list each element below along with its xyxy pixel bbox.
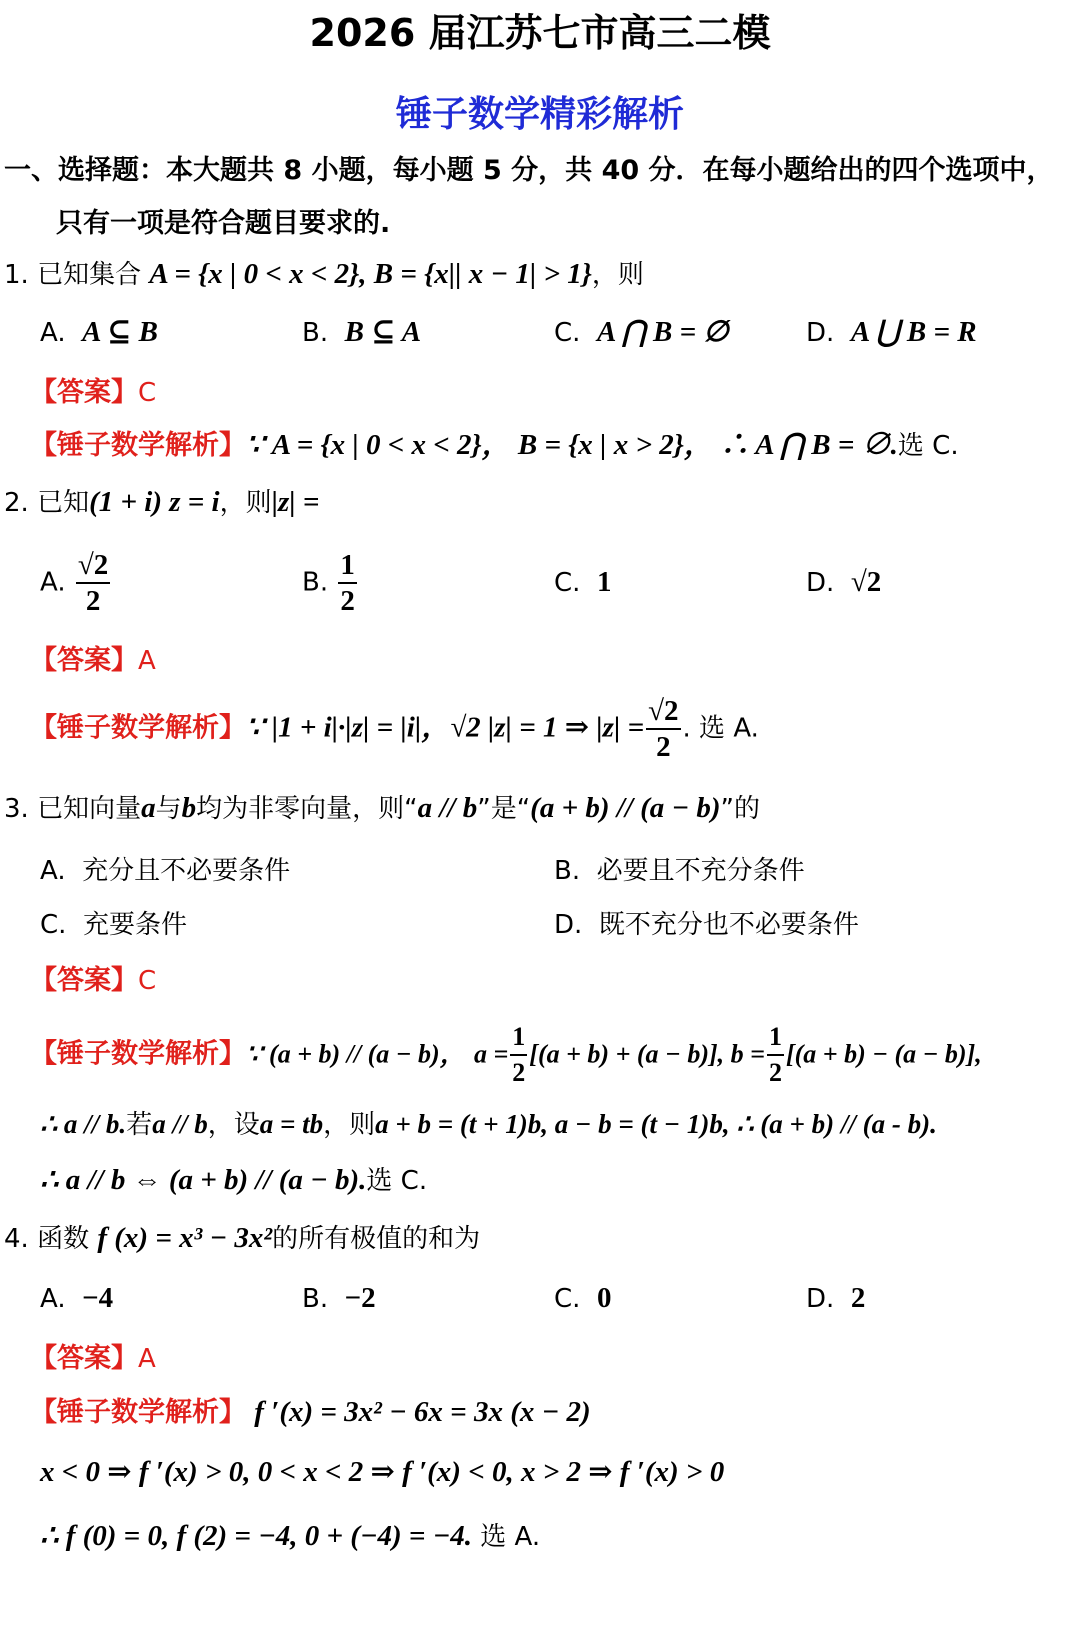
stem-text: 与 (155, 794, 182, 824)
question-1-stem (4, 254, 644, 291)
q3-analysis-line3 (40, 1160, 427, 1197)
option-text: 充要条件 (82, 910, 187, 940)
q4-option-b[interactable] (302, 1282, 376, 1315)
numerator: 1 (338, 548, 357, 584)
option-letter: C. (554, 568, 581, 598)
q3-option-d[interactable] (554, 904, 859, 941)
option-math: A ⋂ B = ∅ (596, 316, 729, 348)
analysis-end: . 选 A. (682, 713, 759, 744)
q1-option-b[interactable] (302, 314, 421, 349)
condition-1: a // b (417, 792, 478, 824)
stem-math: (1 + i) z = i (89, 486, 220, 518)
option-text: 充分且不必要条件 (82, 856, 291, 886)
question-number: 2. (4, 488, 29, 518)
section-heading-line1: 一、选择题：本大题共 8 小题，每小题 5 分，共 40 分．在每小题给出的四个选项中， (4, 155, 1054, 186)
option-letter: B. (302, 567, 329, 598)
question-4-stem (4, 1218, 480, 1255)
analysis-math: f ′(x) = 3x² − 6x = 3x (x − 2) (254, 1396, 591, 1428)
q2-option-d[interactable] (806, 566, 881, 599)
vector-b: b (181, 792, 197, 824)
analysis-tag: 【锤子数学解析】 (30, 430, 246, 461)
numerator: 1 (510, 1020, 527, 1056)
fraction (767, 1020, 784, 1090)
stem-text: ”的 (720, 794, 760, 824)
option-letter: D. (806, 568, 835, 598)
option-text: 既不充分也不必要条件 (598, 910, 859, 940)
analysis-end: 选 C. (897, 431, 959, 461)
option-letter: B. (302, 318, 329, 348)
option-math: A ⊆ B (82, 316, 159, 348)
analysis-tag: 【锤子数学解析】 (30, 1397, 246, 1428)
answer-tag: 【答案】 (30, 377, 138, 408)
q2-analysis (30, 694, 759, 764)
numerator: √2 (76, 548, 110, 584)
question-3-stem (4, 788, 760, 825)
option-letter: D. (806, 1284, 835, 1314)
analysis-tag: 【锤子数学解析】 (30, 1038, 246, 1070)
option-letter: C. (554, 1284, 581, 1314)
q3-option-a[interactable] (40, 850, 290, 887)
stem-math: f (x) = x³ − 3x² (97, 1222, 273, 1254)
option-letter: C. (40, 910, 67, 940)
stem-end: ，则 (591, 260, 644, 290)
option-letter: C. (554, 318, 581, 348)
answer-value: A (138, 1344, 156, 1374)
q2-option-b[interactable] (302, 548, 359, 618)
option-math: 2 (850, 1282, 866, 1314)
denominator: 2 (512, 1058, 526, 1087)
analysis-tag: 【锤子数学解析】 (30, 712, 246, 744)
q2-answer (30, 638, 156, 677)
analysis-math: ∴ f (0) = 0, f (2) = −4, 0 + (−4) = −4. (40, 1520, 473, 1552)
answer-tag: 【答案】 (30, 645, 138, 676)
q1-option-c[interactable] (554, 314, 729, 349)
page-title: 2026 届江苏七市高三二模 (309, 11, 771, 55)
fraction (646, 694, 680, 764)
stem-text: 函数 (37, 1224, 90, 1254)
option-letter: D. (806, 318, 835, 348)
q4-option-a[interactable] (40, 1282, 113, 1315)
condition-2: (a + b) // (a − b) (530, 792, 721, 824)
q4-answer (30, 1336, 156, 1375)
option-letter: A. (40, 856, 66, 886)
analysis-math: x < 0 ⇒ f ′(x) > 0, 0 < x < 2 ⇒ f ′(x) < 0, x > 2 ⇒ f ′(x) > 0 (40, 1456, 725, 1488)
question-number: 3. (4, 794, 29, 824)
analysis-math: a = tb (259, 1109, 324, 1139)
analysis-text: ，则 (323, 1110, 376, 1140)
option-math: B ⊆ A (344, 316, 422, 348)
question-number: 1. (4, 260, 29, 290)
option-math: −2 (344, 1282, 376, 1314)
analysis-math: a = (473, 1039, 509, 1069)
fraction (76, 548, 110, 618)
stem-text: 已知 (37, 488, 90, 518)
analysis-math-2: √2 |z| = 1 ⇒ |z| = (450, 711, 645, 744)
stem-math: A = {x | 0 < x < 2}, B = {x|| x − 1| > 1} (149, 258, 592, 290)
page-subtitle: 锤子数学精彩解析 (395, 94, 684, 135)
option-math: 1 (596, 566, 612, 598)
stem-text: 已知向量 (37, 794, 142, 824)
denominator: 2 (85, 585, 101, 617)
option-letter: A. (40, 567, 66, 598)
stem-end: ，则 (219, 488, 272, 518)
q2-option-a[interactable] (40, 548, 112, 618)
option-letter: D. (554, 910, 583, 940)
q1-option-d[interactable] (806, 314, 977, 349)
stem-text: 均为非零向量，则“ (196, 794, 418, 824)
analysis-math: [(a + b) − (a − b)], (785, 1039, 982, 1069)
q4-analysis-line3 (40, 1516, 540, 1553)
fraction (510, 1020, 527, 1090)
analysis-end: 选 A. (480, 1522, 541, 1552)
analysis-math: a + b = (t + 1)b, a − b = (t − 1)b, ∴ (a + b) // (a - b). (375, 1109, 937, 1139)
answer-value: C (138, 378, 157, 408)
denominator: 2 (656, 731, 671, 763)
analysis-math: ∵ (a + b) // (a − b)， (246, 1039, 466, 1069)
q4-analysis-line1 (30, 1390, 591, 1429)
analysis-math: a // b (152, 1109, 208, 1139)
analysis-math: ∵ A = {x | 0 < x < 2}， B = {x | x > 2}， ∴ A ⋂ B = ∅. (246, 429, 898, 461)
answer-tag: 【答案】 (30, 1343, 138, 1374)
analysis-math-1: ∵ |1 + i|·|z| = |i|， (246, 711, 451, 744)
option-math: √2 (850, 566, 882, 598)
option-letter: A. (40, 318, 66, 348)
analysis-text: 若 (126, 1110, 153, 1140)
option-letter: B. (554, 856, 581, 886)
option-math: A ⋃ B = R (850, 316, 977, 348)
vector-a: a (141, 792, 156, 824)
stem-text: 已知集合 (37, 260, 142, 290)
analysis-text: ，设 (207, 1110, 260, 1140)
analysis-math: [(a + b) + (a − b)], b = (529, 1039, 765, 1069)
analysis-end: 选 C. (366, 1166, 428, 1196)
q1-answer (30, 370, 156, 409)
question-2-stem (4, 482, 319, 519)
q3-option-c[interactable] (40, 904, 187, 941)
q2-option-c[interactable] (554, 566, 611, 599)
q3-option-b[interactable] (554, 850, 805, 887)
option-math: 0 (596, 1282, 612, 1314)
question-number: 4. (4, 1224, 29, 1254)
q1-option-a[interactable] (40, 314, 158, 349)
stem-end: 的所有极值的和为 (272, 1224, 481, 1254)
q3-analysis-line1 (30, 1020, 982, 1090)
numerator: √2 (646, 694, 680, 730)
analysis-math: ∴ a // b. (40, 1109, 127, 1139)
q4-analysis-line2 (40, 1454, 724, 1489)
q4-option-d[interactable] (806, 1282, 865, 1315)
analysis-math: ∴ a // b ⇔ (a + b) // (a − b). (40, 1164, 367, 1196)
answer-value: C (138, 966, 157, 996)
fraction (338, 548, 357, 618)
answer-tag: 【答案】 (30, 965, 138, 996)
denominator: 2 (768, 1058, 782, 1087)
option-letter: B. (302, 1284, 329, 1314)
option-text: 必要且不充分条件 (596, 856, 805, 886)
option-math: −4 (82, 1282, 114, 1314)
numerator: 1 (767, 1020, 784, 1056)
q1-analysis (30, 422, 959, 463)
stem-text: ”是“ (477, 794, 531, 824)
option-letter: A. (40, 1284, 66, 1314)
q4-option-c[interactable] (554, 1282, 611, 1315)
section-heading-line2: 只有一项是符合题目要求的. (56, 208, 391, 239)
answer-value: A (138, 646, 156, 676)
q3-analysis-line2 (40, 1104, 937, 1141)
q3-answer (30, 958, 156, 997)
stem-tail: |z| = (271, 486, 320, 518)
denominator: 2 (340, 585, 355, 617)
